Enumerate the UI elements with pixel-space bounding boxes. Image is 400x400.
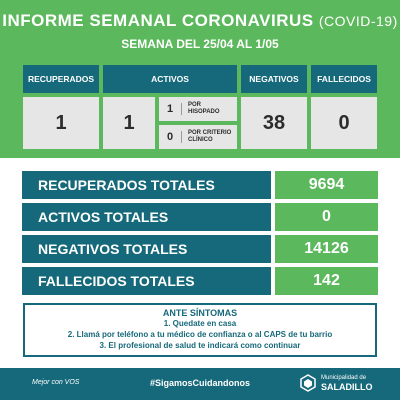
header-activos: ACTIVOS — [103, 65, 237, 93]
activos-hisopado-label — [182, 102, 220, 116]
symptoms-heading: ANTE SÍNTOMAS — [162, 308, 238, 318]
activos-hisopado-value: 1 — [159, 103, 182, 115]
value-fallecidos: 0 — [311, 97, 377, 149]
header-band — [0, 0, 400, 158]
total-activos — [22, 203, 378, 231]
total-negativos-label: NEGATIVOS TOTALES — [22, 235, 271, 263]
value-recuperados: 1 — [23, 97, 99, 149]
footer-band — [0, 368, 400, 400]
report-title-main: INFORME SEMANAL CORONAVIRUS — [2, 11, 314, 30]
header-fallecidos: FALLECIDOS — [311, 65, 377, 93]
symptoms-step-3: 3. El profesional de salud te indicará como continuar — [99, 341, 301, 350]
report-title-suffix: (COVID-19) — [318, 13, 398, 29]
header-recuperados: RECUPERADOS — [23, 65, 99, 93]
total-recuperados-value: 9694 — [275, 171, 378, 199]
footer-slogan: Mejor con VOS — [32, 379, 80, 386]
report-week: SEMANA DEL 25/04 AL 1/05 — [121, 37, 279, 51]
activos-clinico-label — [182, 130, 231, 144]
activos-clinico — [159, 125, 237, 149]
total-fallecidos-value: 142 — [275, 267, 378, 295]
municipality-text — [321, 374, 373, 392]
total-negativos-value: 14126 — [275, 235, 378, 263]
activos-hisopado-label-l1: POR — [188, 102, 202, 108]
activos-hisopado — [159, 97, 237, 121]
activos-clinico-value: 0 — [159, 131, 182, 143]
total-fallecidos-label: FALLECIDOS TOTALES — [22, 267, 271, 295]
municipality-prefix: Municipalidad de — [321, 375, 367, 381]
weekly-table — [23, 65, 377, 151]
value-activos: 1 — [103, 97, 155, 149]
header-negativos: NEGATIVOS — [241, 65, 307, 93]
symptoms-box — [23, 303, 377, 357]
total-fallecidos — [22, 267, 378, 295]
report-title — [0, 11, 400, 31]
symptoms-step-1: 1. Quedate en casa — [163, 319, 237, 328]
footer-hashtag: #SigamosCuidandonos — [149, 378, 250, 388]
municipality-logo — [300, 374, 373, 392]
value-negativos: 38 — [241, 97, 307, 149]
total-negativos — [22, 235, 378, 263]
activos-hisopado-label-l2: HISOPADO — [188, 109, 220, 115]
total-recuperados-label: RECUPERADOS TOTALES — [22, 171, 271, 199]
total-activos-value: 0 — [275, 203, 378, 231]
municipality-name: SALADILLO — [321, 382, 373, 392]
activos-clinico-label-l2: CLÍNICO — [188, 137, 213, 143]
symptoms-step-2: 2. Llamá por teléfono a tu médico de confianza o al CAPS de tu barrio — [67, 330, 333, 339]
municipality-emblem-icon — [300, 374, 316, 392]
activos-clinico-label-l1: POR CRITERIO — [188, 130, 232, 136]
total-recuperados — [22, 171, 378, 199]
total-activos-label: ACTIVOS TOTALES — [22, 203, 271, 231]
